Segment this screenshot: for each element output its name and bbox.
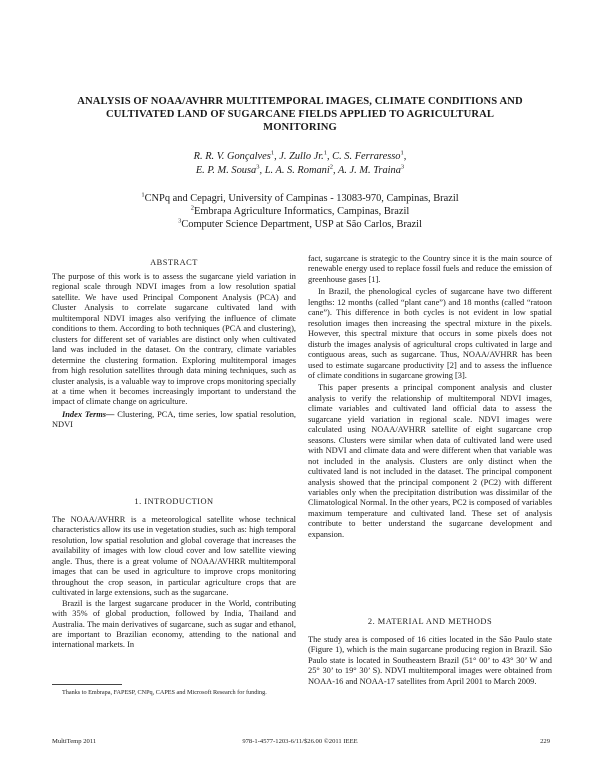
methods-paragraph: The study area is composed of 16 cities located in the São Paulo state (Figure 1), which is the main sugarcane producing region in Brazil. São Paulo state is located in Southeastern Brazil (51° 00’ to 43° 30’ W and 25° 30’ to 19° 30’ S). NDVI multitemporal images were obtained from NOAA-16 and NOAA-17 satellites from April 2001 to March 2009. [308, 635, 552, 686]
footnote-text: Thanks to Embrapa, FAPESP, CNPq, CAPES and Microsoft Research for funding. [62, 689, 267, 696]
index-terms-text: Clustering, PCA, time series, low spatial resolution, NDVI [52, 409, 297, 430]
author-line [60, 150, 540, 164]
affil-mark: 2 [190, 204, 194, 212]
abstract-heading: ABSTRACT [150, 258, 198, 267]
author-separator: , [403, 151, 407, 162]
author-affil-mark: 3 [256, 163, 260, 171]
author-separator: , [274, 151, 280, 162]
title-line: ANALYSIS OF NOAA/AVHRR MULTITEMPORAL IMAGES, CLIMATE CONDITIONS AND [77, 96, 523, 107]
index-terms-label: Index Terms— [62, 409, 115, 419]
author-name: J. Zullo Jr. [279, 151, 324, 162]
body-paragraph: In Brazil, the phenological cycles of sugarcane have two different lengths: 12 months (called “plant cane”) and 18 months (called “ratoon cane”). This difference in both cycles is not evident in low spatial resolution images then increasing the spectral mixture in the pixels. However, this spectral mixture that occurs in some pixels does not disturb the images analysis of agricultural crops cultivated in large and contiguous areas, such as sugarcane. Thus, NOAA/AVHRR has been used to estimate sugarcane productivity [2] and to assess the influence of climate conditions in sugarcane growing [3]. [308, 287, 552, 380]
affiliation [60, 192, 540, 205]
title-line: MONITORING [263, 122, 337, 133]
author-separator: , [259, 165, 265, 176]
affil-mark: 1 [141, 191, 145, 199]
author-affil-mark: 1 [270, 149, 275, 157]
footer-copyright: 978-1-4577-1203-6/11/$26.00 ©2011 IEEE [242, 738, 358, 745]
introduction-heading: 1. INTRODUCTION [134, 497, 214, 506]
footer-conference: MultiTemp 2011 [52, 738, 97, 745]
methods-body [308, 635, 552, 687]
page-number: 229 [540, 738, 550, 745]
author-name: A. J. M. Traina [338, 165, 401, 176]
author-line [60, 164, 540, 178]
abstract-body [52, 272, 296, 431]
author-affil-mark: 3 [400, 163, 405, 171]
affiliation-list [60, 192, 540, 231]
author-affil-mark: 2 [329, 163, 333, 171]
author-name: R. R. V. Gonçalves [193, 151, 271, 162]
introduction-body [52, 515, 296, 651]
affiliation [60, 205, 540, 218]
author-name: E. P. M. Sousa [195, 165, 257, 176]
abstract-paragraph: The purpose of this work is to assess the sugarcane yield variation in regional scale through NDVI images from a low resolution spatial satellite. We have used Principal Component Analysis (PCA) and Cluster Analysis to correlate sugarcane cultivated land with multitemporal NDVI images also verifying the influence of climate conditions to them. According to both techniques (PCA and clustering), clusters for different set of variables are distinct only when cultivated land was included in the dataset. On the contrary, climate variables determine the clustering formation. Exploring multitemporal images from high resolution satellites through data mining techniques, such as cluster analysis, is a valuable way to improve crops monitoring specially at a time when it becomes increasingly important to understand the impact of climate change on agriculture. [52, 272, 296, 407]
methods-heading: 2. MATERIAL AND METHODS [367, 617, 493, 626]
author-name: C. S. Ferraresso [332, 151, 401, 162]
right-column-body [308, 254, 552, 540]
paper-title [50, 95, 550, 134]
author-affil-mark: 1 [400, 149, 404, 157]
intro-paragraph: The NOAA/AVHRR is a meteorological satellite whose technical characteristics allow its use in vegetation studies, such as: high temporal resolution, low spatial resolution and global coverage that increases the availability of images with low cloud cover and low satellite viewing angle. Thus, there is a great volume of NOAA/AVHRR multitemporal images that can be used in agriculture to improve crops monitoring throughout the crop season, in particular agriculture crops that are cultivated in large extensions, such as the sugarcane. [52, 515, 296, 598]
author-list [60, 150, 540, 178]
affiliation-text: Computer Science Department, USP at São Carlos, Brazil [181, 219, 422, 230]
affiliation [60, 218, 540, 231]
funding-footnote [52, 689, 296, 697]
title-line: CULTIVATED LAND OF SUGARCANE FIELDS APPLIED TO AGRICULTURAL [105, 109, 495, 120]
author-separator: , [332, 165, 338, 176]
footnote-rule [52, 684, 122, 685]
affiliation-text: CNPq and Cepagri, University of Campinas - 13083-970, Campinas, Brazil [144, 193, 459, 204]
index-terms [52, 410, 296, 431]
author-name: L. A. S. Romani [264, 165, 330, 176]
author-affil-mark: 1 [323, 149, 327, 157]
affil-mark: 3 [178, 217, 182, 225]
author-separator: , [326, 151, 333, 162]
body-paragraph: This paper presents a principal component analysis and cluster analysis to verify the relationship of multitemporal NDVI images, climate variables and cultivated land official data to assess the sugarcane yield variation in regional scale. NDVI images were calculated using NOAA/AVHRR satellite of eight sugarcane crop seasons. Clusters were similar when data of cultivated land were used with NDVI and climate data and were different when that variable was not included in the analysis. Clusters are only distinct when the cultivated land is not included in the dataset. The principal component analysis showed that the principal component 2 (PC2) with different variables only when the precipitation distribution was dissimilar of the Climatological Normal. In the other years, PC2 is composed of variables maximum temperature and cultivated land. These set of analysis contribute to better understand the sugarcane development and expansion. [308, 383, 552, 539]
intro-paragraph: Brazil is the largest sugarcane producer in the World, contributing with 35% of global production, followed by India, Thailand and Australia. The main derivatives of sugarcane, such as sugar and ethanol, are important to Brazilian economy, attending to the national and international markets. In [52, 598, 296, 650]
body-paragraph: fact, sugarcane is strategic to the Country since it is the main source of renewable energy used to replace fossil fuels and reduce the emission of greenhouse gases [1]. [308, 254, 552, 284]
affiliation-text: Embrapa Agriculture Informatics, Campinas, Brazil [194, 206, 410, 217]
